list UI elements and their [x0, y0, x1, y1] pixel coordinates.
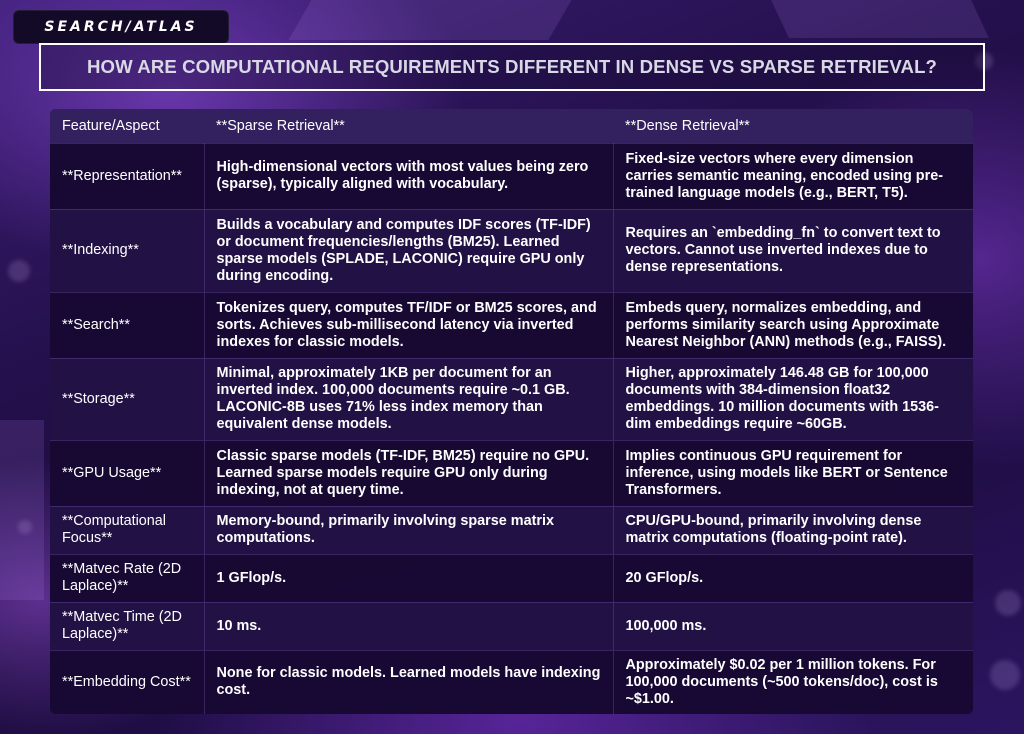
table-row [50, 602, 973, 650]
row-dense: 100,000 ms. [613, 602, 973, 650]
table-row [50, 209, 973, 292]
row-feature: **Search** [50, 292, 204, 358]
comparison-table [50, 109, 973, 714]
brand-logo [13, 10, 229, 44]
row-sparse: 1 GFlop/s. [204, 554, 613, 602]
comparison-table-container [50, 109, 973, 714]
row-feature: **Matvec Time (2D Laplace)** [50, 602, 204, 650]
table-row [50, 650, 973, 714]
row-dense: 20 GFlop/s. [613, 554, 973, 602]
table-row [50, 143, 973, 209]
row-feature: **Storage** [50, 358, 204, 440]
row-dense: Embeds query, normalizes embedding, and performs similarity search using Approximate Nearest Neighbor (ANN) methods (e.g., FAISS). [613, 292, 973, 358]
header-sparse: **Sparse Retrieval** [216, 117, 345, 134]
table-header-row [50, 109, 973, 143]
row-feature: **Computational Focus** [50, 506, 204, 554]
page-title: HOW ARE COMPUTATIONAL REQUIREMENTS DIFFERENT IN DENSE VS SPARSE RETRIEVAL? [86, 56, 937, 77]
header-dense: **Dense Retrieval** [625, 117, 750, 134]
row-dense: Fixed-size vectors where every dimension carries semantic meaning, encoded using pre-trained language models (e.g., BERT, T5). [613, 143, 973, 209]
header-feature: Feature/Aspect [62, 117, 160, 134]
row-sparse: Builds a vocabulary and computes IDF scores (TF-IDF) or document frequencies/lengths (BM25). Learned sparse models (SPLADE, LACONIC) require GPU only during encoding. [204, 209, 613, 292]
table-row [50, 506, 973, 554]
table-row [50, 358, 973, 440]
row-sparse: None for classic models. Learned models have indexing cost. [204, 650, 613, 714]
table-row [50, 440, 973, 506]
row-feature: **GPU Usage** [50, 440, 204, 506]
row-sparse: Minimal, approximately 1KB per document for an inverted index. 100,000 documents require ~0.1 GB. LACONIC-8B uses 71% less index memory than equivalent dense models. [204, 358, 613, 440]
table-row [50, 292, 973, 358]
row-dense: Implies continuous GPU requirement for inference, using models like BERT or Sentence Transformers. [613, 440, 973, 506]
row-sparse: 10 ms. [204, 602, 613, 650]
row-dense: Approximately $0.02 per 1 million tokens. For 100,000 documents (~500 tokens/doc), cost is ~$1.00. [613, 650, 973, 714]
row-feature: **Matvec Rate (2D Laplace)** [50, 554, 204, 602]
brand-logo-text: SEARCH/ATLAS [44, 19, 198, 35]
table-row [50, 554, 973, 602]
row-feature: **Representation** [50, 143, 204, 209]
row-sparse: Classic sparse models (TF-IDF, BM25) require no GPU. Learned sparse models require GPU only during indexing, not at query time. [204, 440, 613, 506]
row-dense: Requires an `embedding_fn` to convert text to vectors. Cannot use inverted indexes due to dense representations. [613, 209, 973, 292]
row-feature: **Indexing** [50, 209, 204, 292]
row-sparse: Memory-bound, primarily involving sparse matrix computations. [204, 506, 613, 554]
row-dense: CPU/GPU-bound, primarily involving dense matrix computations (floating-point rate). [613, 506, 973, 554]
row-feature: **Embedding Cost** [50, 650, 204, 714]
row-sparse: High-dimensional vectors with most values being zero (sparse), typically aligned with vocabulary. [204, 143, 613, 209]
row-dense: Higher, approximately 146.48 GB for 100,000 documents with 384-dimension float32 embeddings. 10 million documents with 1536-dim embeddings require ~60GB. [613, 358, 973, 440]
row-sparse: Tokenizes query, computes TF/IDF or BM25 scores, and sorts. Achieves sub-millisecond latency via inverted indexes for classic models. [204, 292, 613, 358]
title-banner [39, 43, 985, 91]
